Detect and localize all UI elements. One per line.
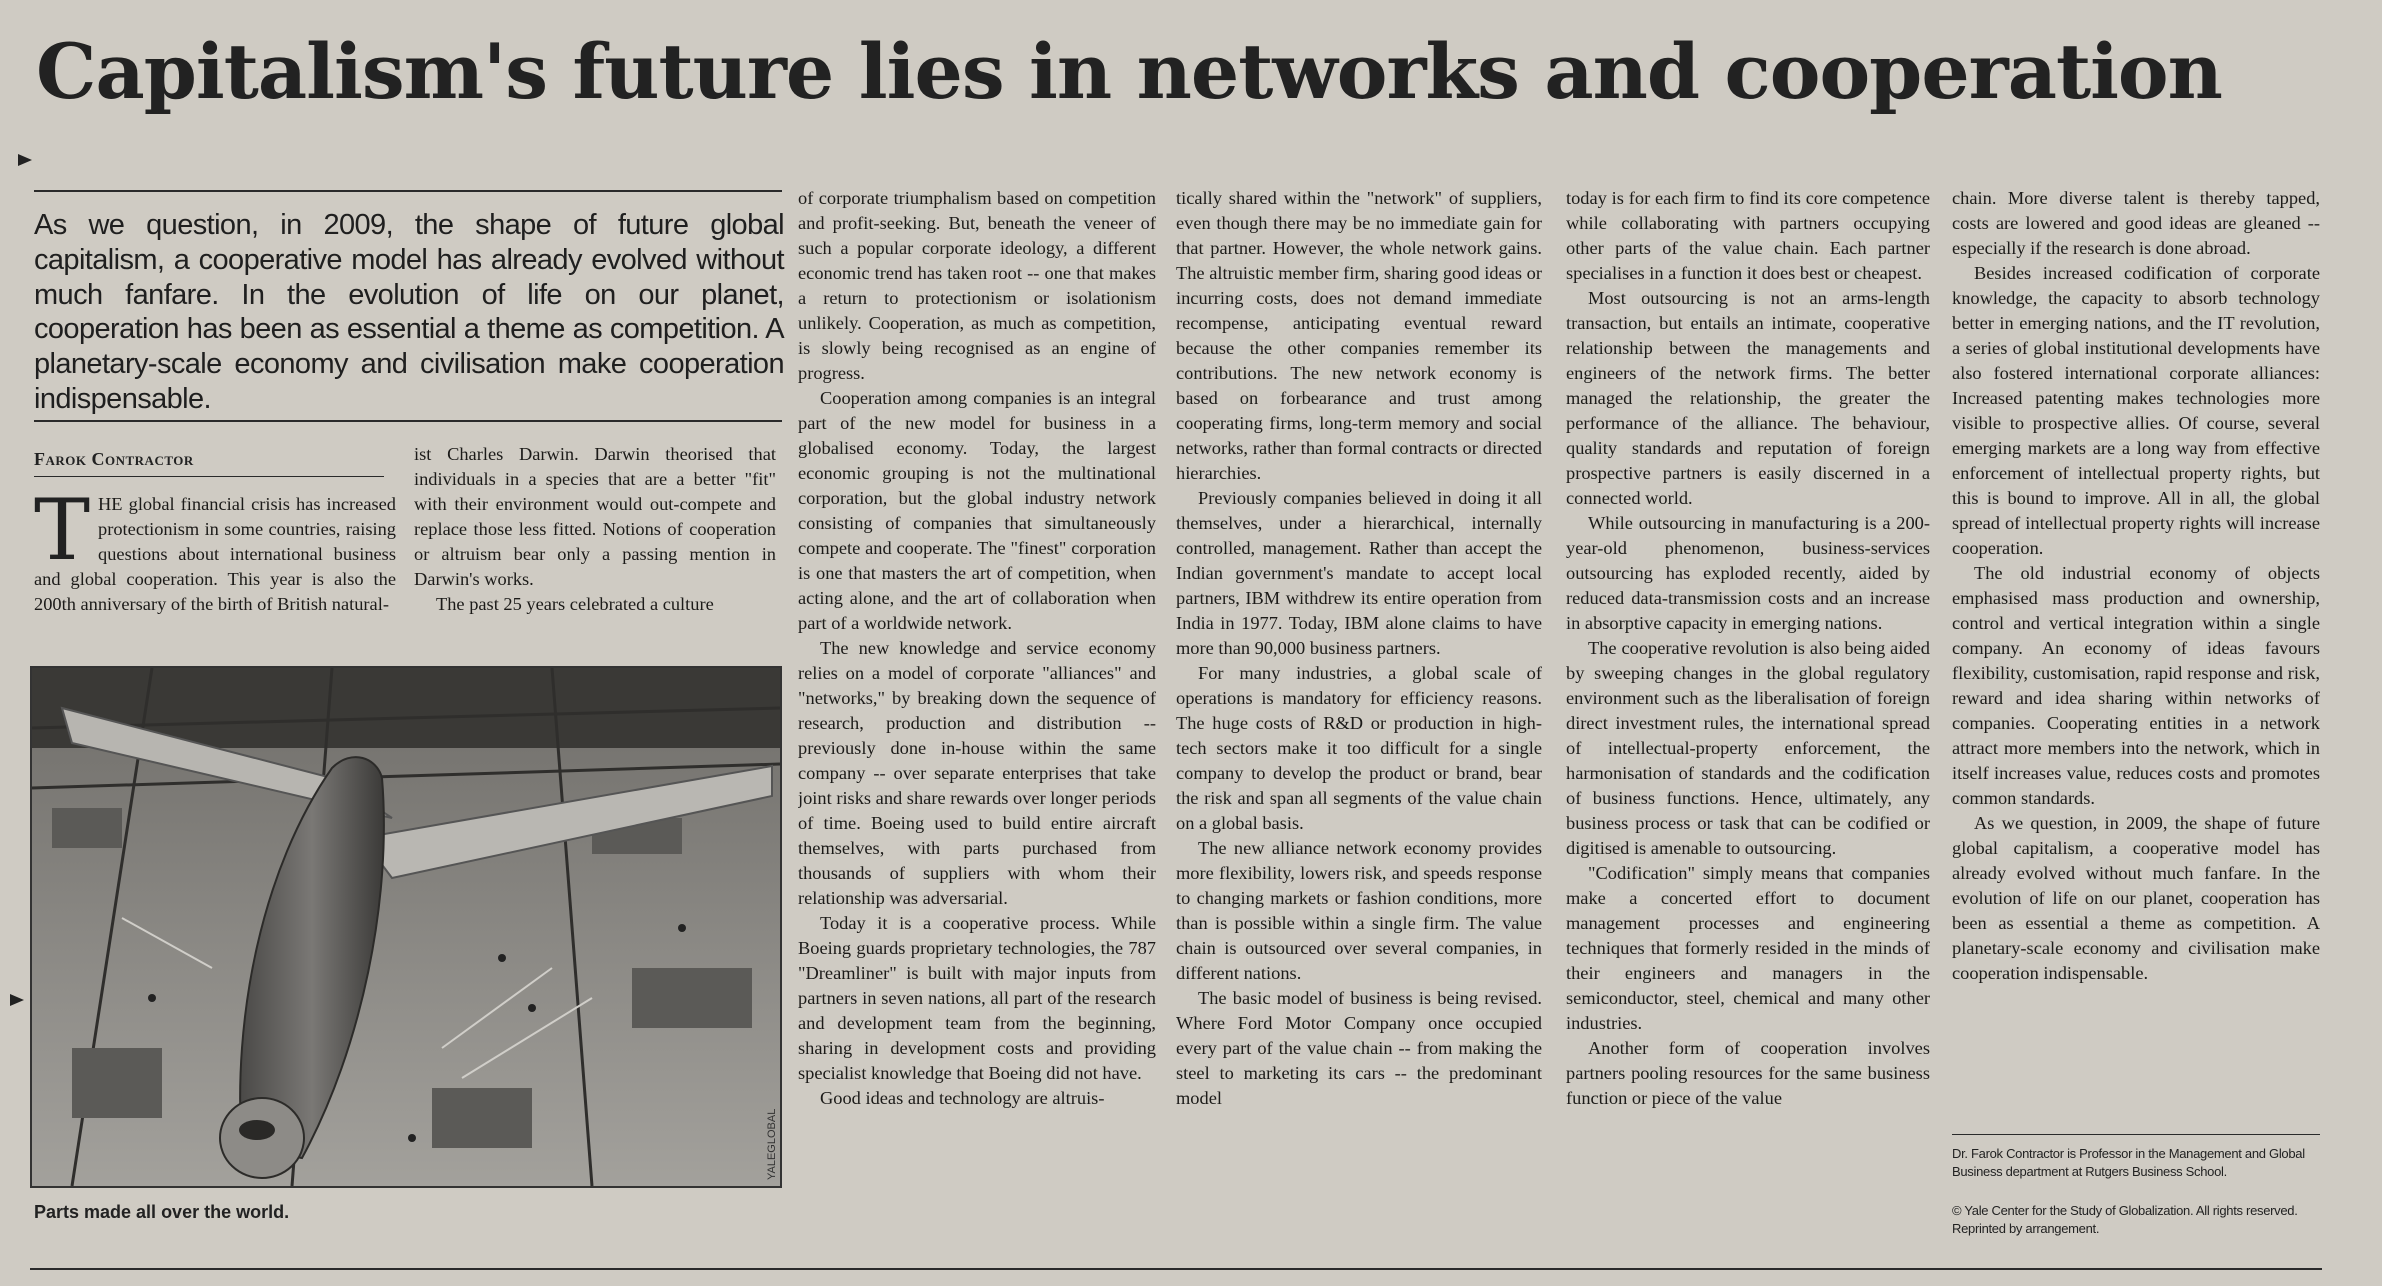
paragraph: The new knowledge and service economy relies on a model of corporate "alliances" and "networks," by breaking down the sequence of research, production and distribution -- previously done in-house within the same company -- over separate enterprises that take joint risks and share rewards over longer periods of time. Boeing used to build entire aircraft themselves, with parts purchased from thousands of suppliers with whom their relationship was adversarial.	[798, 638, 1156, 908]
paragraph: Most outsourcing is not an arms-length transaction, but entails an intimate, cooperative relationship between the managements and engineers of the network firms. The better managed the relationship, the greater the performance of the alliance. The behaviour, quality standards and reputation of foreign prospective partners is easily discerned in a connected world.	[1566, 288, 1930, 508]
article-dek: As we question, in 2009, the shape of future global capitalism, a cooperative model has already evolved without much fanfare. In the evolution of life on our planet, cooperation has been as essential a theme as competition. A planetary-scale economy and civilisation make cooperation indispensable.	[34, 209, 784, 415]
photo-credit: YALEGLOBAL	[766, 1108, 778, 1180]
airplane-assembly-photo	[30, 666, 782, 1188]
copyright-notice: © Yale Center for the Study of Globalization. All rights reserved. Reprinted by arrangement.	[1952, 1203, 2298, 1236]
paragraph: of corporate triumphalism based on competition and profit-seeking. But, beneath the veneer of such a popular corporate ideology, a different economic trend has taken root -- one that makes a return to protectionism or isolationism unlikely. Cooperation, as much as competition, is slowly being recognised as an engine of progress.	[798, 188, 1156, 383]
registration-mark-icon	[18, 154, 32, 166]
paragraph: While outsourcing in manufacturing is a 200-year-old phenomenon, business-services outsourcing has exploded recently, aided by reduced data-transmission costs and an increase in absorptive capacity in emerging nations.	[1566, 513, 1930, 633]
paragraph: Cooperation among companies is an integral part of the new model for business in a globalised economy. Today, the largest economic grouping is not the multinational corporation, but the global industry network consisting of companies that simultaneously compete and cooperate. The "finest" corporation is one that masters the art of competition, when acting alone, and the art of collaboration when part of a worldwide network.	[798, 388, 1156, 633]
paragraph: The basic model of business is being revised. Where Ford Motor Company once occupied every part of the value chain -- from making the steel to marketing its cars -- the predominant model	[1176, 988, 1542, 1108]
drop-cap: T	[34, 492, 91, 579]
paragraph: The cooperative revolution is also being aided by sweeping changes in the global regulatory environment such as the liberalisation of foreign direct investment rules, the international spread of intellectual-property enforcement, the harmonisation of standards and the codification of business functions. Hence, ultimately, any business process or task that can be codified or digitised is amenable to outsourcing.	[1566, 638, 1930, 858]
byline: Farok Contractor	[34, 449, 194, 469]
column-4	[1566, 186, 1930, 1241]
column-5	[1952, 186, 2320, 1134]
top-rule	[34, 190, 782, 192]
paragraph: Previously companies believed in doing it all themselves, under a hierarchical, internally controlled, management. Rather than accept the Indian government's mandate to accept local partners, IBM withdrew its entire operation from India in 1977. Today, IBM alone claims to have more than 90,000 business partners.	[1176, 488, 1542, 658]
bottom-rule	[30, 1268, 2322, 1270]
paragraph: Good ideas and technology are altruis-	[820, 1088, 1105, 1108]
paragraph: The new alliance network economy provides more flexibility, lowers risk, and speeds response to changing markets or fashion conditions, more than is possible within a single firm. The value chain is outsourced over several companies, in different nations.	[1176, 838, 1542, 983]
lead-column	[34, 492, 396, 617]
paragraph: Besides increased codification of corporate knowledge, the capacity to absorb technology better in emerging nations, and the IT revolution, a series of global institutional developments have also fostered international corporate alliances: Increased patenting makes technologies more visible to prospective allies. Of course, several emerging markets are a long way from effective enforcement of intellectual property rights, but this is bound to improve. All in all, the global spread of intellectual property rights will increase cooperation.	[1952, 263, 2320, 558]
column-2	[798, 186, 1156, 1241]
column-3	[1176, 186, 1542, 1241]
author-bio: Dr. Farok Contractor is Professor in the Management and Global Business department at Rutgers Business School.	[1952, 1146, 2305, 1179]
registration-mark-icon	[10, 994, 24, 1006]
paragraph: chain. More diverse talent is thereby tapped, costs are lowered and good ideas are gleaned -- especially if the research is done abroad.	[1952, 188, 2320, 258]
paragraph: The past 25 years celebrated a culture	[436, 594, 714, 614]
paragraph: The old industrial economy of objects emphasised mass production and ownership, control and vertical integration within a single company. An economy of ideas favours flexibility, customisation, rapid response and risk, reward and idea sharing within networks of companies. Cooperating entities in a network attract more members into the network, which in itself increases value, reduces costs and promotes common standards.	[1952, 563, 2320, 808]
paragraph: For many industries, a global scale of operations is mandatory for efficiency reasons. The huge costs of R&D or production in high-tech sectors make it too difficult for a single company to develop the product or brand, bear the risk and span all segments of the value chain on a global basis.	[1176, 663, 1542, 833]
paragraph: ist Charles Darwin. Darwin theorised that individuals in a species that are a better "fit" with their environment would out-compete and replace those less fitted. Notions of cooperation or altruism bear only a passing mention in Darwin's works.	[414, 444, 776, 589]
lead-paragraph: HE global financial crisis has increased protectionism in some countries, raising questions about international business and global cooperation. This year is also the 200th anniversary of the birth of British natural-	[34, 494, 396, 614]
paragraph: tically shared within the "network" of suppliers, even though there may be no immediate gain for that partner. However, the whole network gains. The altruistic member firm, sharing good ideas or incurring costs, does not demand immediate recompense, anticipating eventual reward because the other companies remember its contributions. The new network economy is based on forbearance and trust among cooperating firms, long-term memory and social networks, rather than formal contracts or directed hierarchies.	[1176, 188, 1542, 483]
dek-rule	[34, 420, 782, 422]
headline: Capitalism's future lies in networks and cooperation	[36, 27, 2222, 116]
lead-column-continued	[414, 442, 776, 617]
bio-rule	[1952, 1134, 2320, 1135]
paragraph: "Codification" simply means that companies make a concerted effort to document management processes and engineering techniques that formerly resided in the minds of their engineers and managers in the semiconductor, steel, chemical and many other industries.	[1566, 863, 1930, 1033]
paragraph: Another form of cooperation involves partners pooling resources for the same business function or piece of the value	[1566, 1038, 1930, 1108]
photo-caption: Parts made all over the world.	[34, 1202, 290, 1222]
paragraph: As we question, in 2009, the shape of future global capitalism, a cooperative model has already evolved without much fanfare. In the evolution of life on our planet, cooperation has been as essential a theme as competition. A planetary-scale economy and civilisation make cooperation indispensable.	[1952, 813, 2320, 983]
paragraph: Today it is a cooperative process. While Boeing guards proprietary technologies, the 787 "Dreamliner" is built with major inputs from partners in seven nations, all part of the research and development team from the beginning, sharing in development costs and providing specialist knowledge that Boeing did not have.	[798, 913, 1156, 1083]
byline-rule	[34, 476, 384, 477]
paragraph: today is for each firm to find its core competence while collaborating with partners occupying other parts of the value chain. Each partner specialises in a function it does best or cheapest.	[1566, 188, 1930, 283]
